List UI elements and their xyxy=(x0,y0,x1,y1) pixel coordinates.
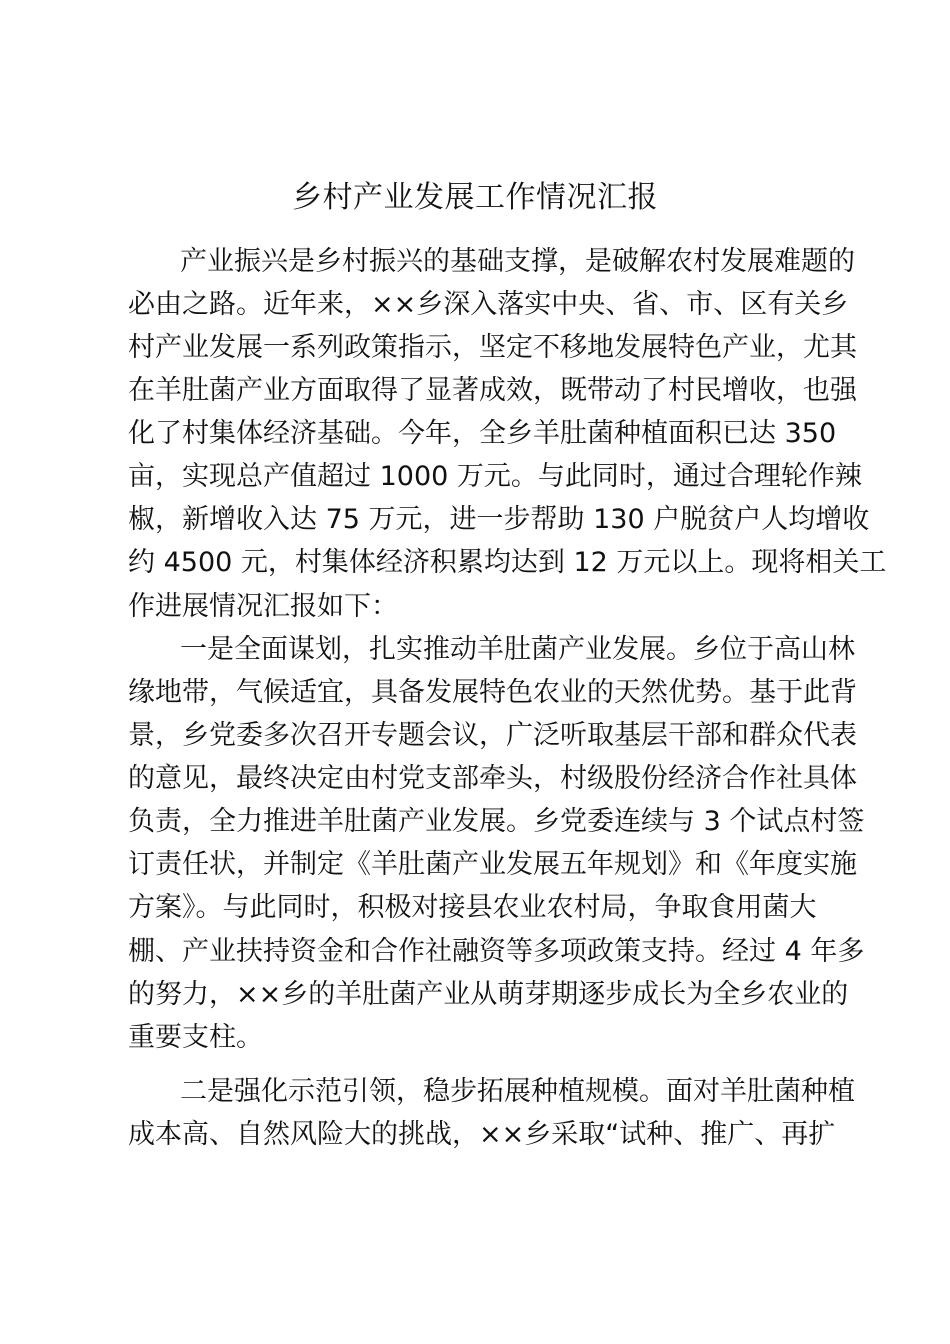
paragraph-2-line-9: 的努力，××乡的羊肚菌产业从萌芽期逐步成长为全乡农业的 xyxy=(128,979,849,1010)
paragraph-2-line-3: 景，乡党委多次召开专题会议，广泛听取基层干部和群众代表 xyxy=(128,720,857,751)
paragraph-1-line-1: 产业振兴是乡村振兴的基础支撑，是破解农村发展难题的 xyxy=(180,246,855,277)
paragraph-1-line-3: 村产业发展一系列政策指示，坚定不移地发展特色产业，尤其 xyxy=(128,332,857,363)
paragraph-3-line-1: 二是强化示范引领，稳步拓展种植规模。面对羊肚菌种植 xyxy=(180,1076,855,1107)
paragraph-1-line-8: 约 4500 元，村集体经济积累均达到 12 万元以上。现将相关工 xyxy=(128,547,887,578)
paragraph-2-line-10: 重要支柱。 xyxy=(128,1022,263,1053)
paragraph-2-line-5: 负责，全力推进羊肚菌产业发展。乡党委连续与 3 个试点村签 xyxy=(128,806,865,837)
paragraph-2-line-2: 缘地带，气候适宜，具备发展特色农业的天然优势。基于此背 xyxy=(128,677,857,708)
paragraph-1-line-6: 亩，实现总产值超过 1000 万元。与此同时，通过合理轮作辣 xyxy=(128,461,862,492)
paragraph-1-line-9: 作进展情况汇报如下： xyxy=(128,591,398,622)
paragraph-2-line-4: 的意见，最终决定由村党支部牵头，村级股份经济合作社具体 xyxy=(128,763,857,794)
paragraph-2-line-6: 订责任状，并制定《羊肚菌产业发展五年规划》和《年度实施 xyxy=(128,849,857,880)
paragraph-2-line-1: 一是全面谋划，扎实推动羊肚菌产业发展。乡位于高山林 xyxy=(180,634,855,665)
paragraph-1-line-2: 必由之路。近年来，××乡深入落实中央、省、市、区有关乡 xyxy=(128,289,849,320)
paragraph-1-line-4: 在羊肚菌产业方面取得了显著成效，既带动了村民增收，也强 xyxy=(128,375,857,406)
paragraph-3-line-2: 成本高、自然风险大的挑战，××乡采取“试种、推广、再扩 xyxy=(128,1119,836,1150)
paragraph-2-line-7: 方案》。与此同时，积极对接县农业农村局，争取食用菌大 xyxy=(128,892,817,923)
paragraph-1-line-7: 椒，新增收入达 75 万元，进一步帮助 130 户脱贫户人均增收 xyxy=(128,504,870,535)
document-title: 乡村产业发展工作情况汇报 xyxy=(292,180,658,215)
paragraph-2-line-8: 棚、产业扶持资金和合作社融资等多项政策支持。经过 4 年多 xyxy=(128,936,865,967)
paragraph-1-line-5: 化了村集体经济基础。今年，全乡羊肚菌种植面积已达 350 xyxy=(128,418,837,449)
